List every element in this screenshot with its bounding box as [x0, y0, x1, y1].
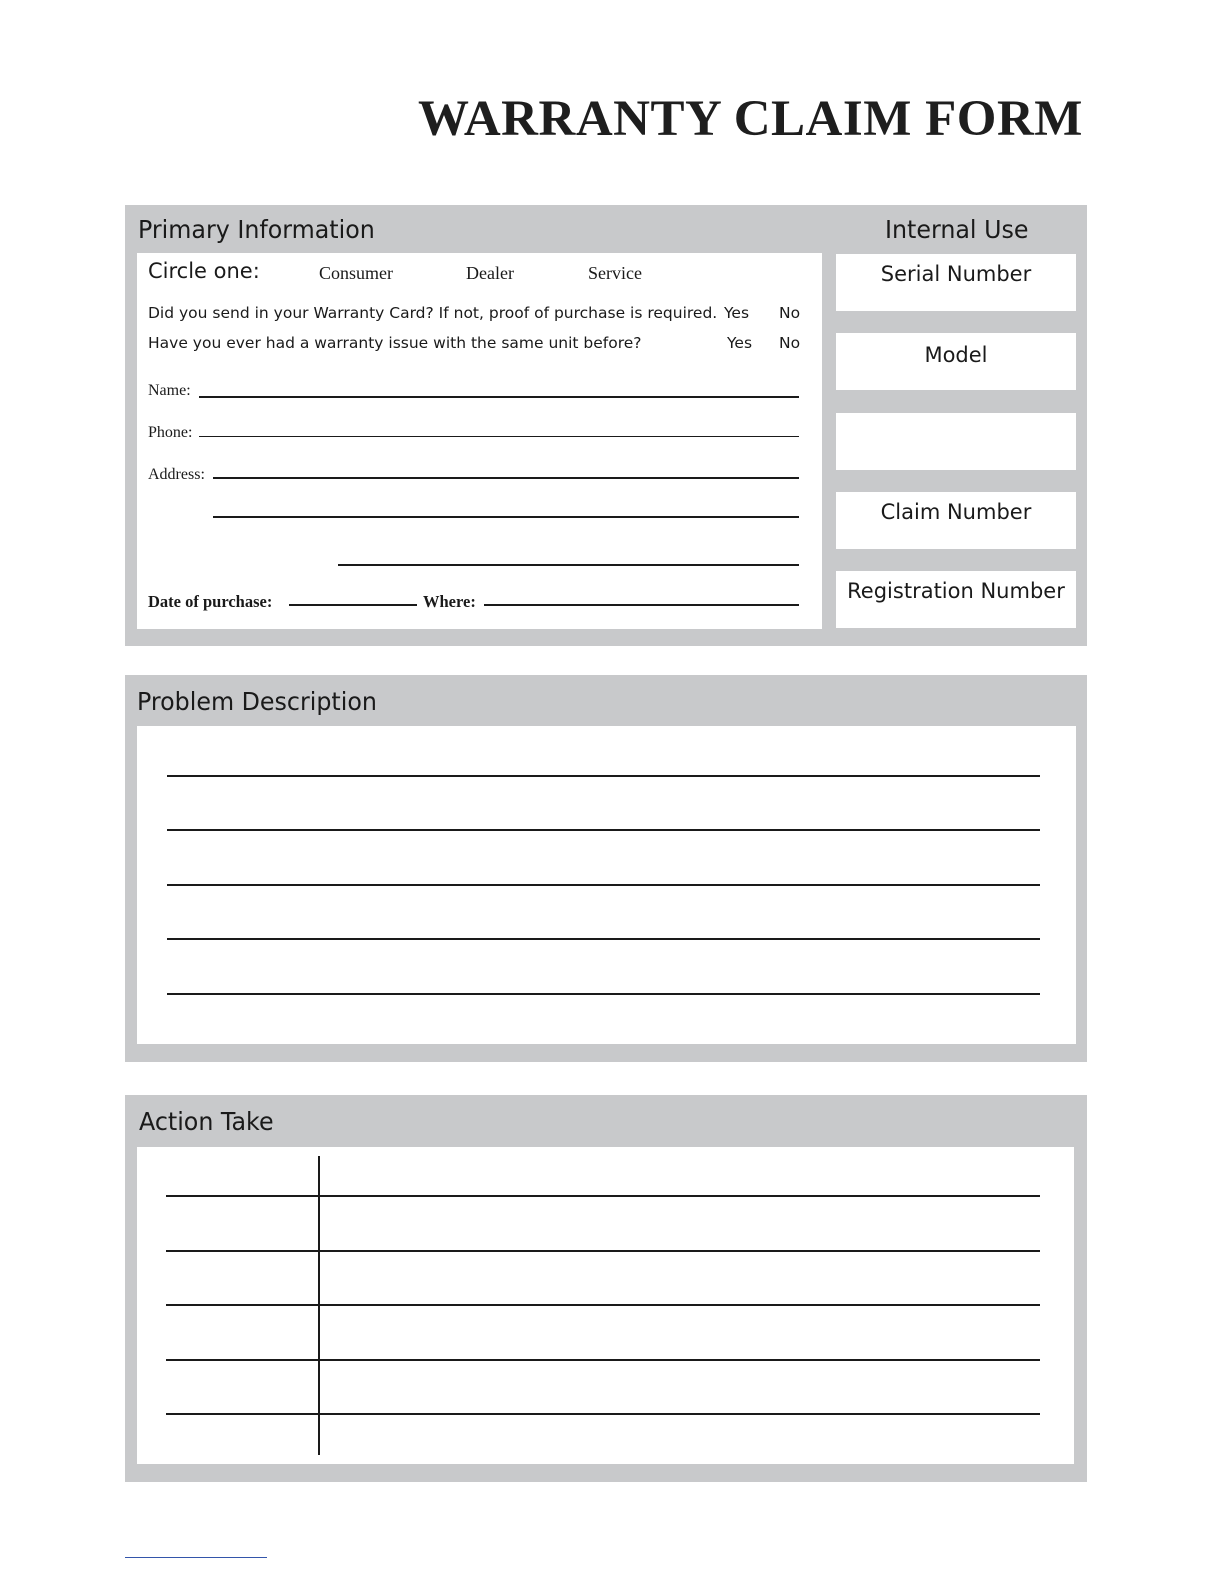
problem-line-1[interactable]	[167, 775, 1040, 777]
model-box[interactable]	[836, 333, 1076, 390]
primary-information-box	[137, 253, 822, 629]
address-field-line-2[interactable]	[213, 516, 799, 518]
action-row-line-1[interactable]	[166, 1195, 1040, 1197]
circle-one-label: Circle one:	[148, 259, 260, 283]
model-label: Model	[924, 343, 988, 367]
problem-description-box[interactable]	[137, 726, 1076, 1044]
claim-number-label: Claim Number	[880, 500, 1032, 524]
blank-internal-box[interactable]	[836, 413, 1076, 470]
name-label: Name:	[148, 382, 191, 399]
claim-number-box[interactable]	[836, 492, 1076, 549]
where-label: Where:	[423, 592, 476, 611]
address-field-line-1[interactable]	[213, 477, 799, 479]
problem-line-2[interactable]	[167, 829, 1040, 831]
option-dealer[interactable]: Dealer	[466, 263, 514, 283]
action-row-line-5[interactable]	[166, 1413, 1040, 1415]
date-of-purchase-label: Date of purchase:	[148, 592, 273, 611]
name-field-line[interactable]	[199, 396, 799, 398]
option-consumer[interactable]: Consumer	[319, 263, 393, 283]
address-field-line-3[interactable]	[338, 564, 799, 566]
footer-link-underline[interactable]	[125, 1557, 267, 1558]
internal-use-heading: Internal Use	[885, 215, 1029, 244]
phone-label: Phone:	[148, 424, 193, 441]
date-of-purchase-field-line[interactable]	[289, 604, 417, 606]
action-row-line-3[interactable]	[166, 1304, 1040, 1306]
action-take-heading: Action Take	[139, 1107, 274, 1136]
option-service[interactable]: Service	[588, 263, 642, 283]
phone-field-line[interactable]	[199, 436, 799, 437]
primary-information-heading: Primary Information	[138, 215, 375, 244]
problem-line-3[interactable]	[167, 884, 1040, 886]
previous-issue-question: Have you ever had a warranty issue with the same unit before?	[148, 334, 642, 352]
previous-issue-yes[interactable]: Yes	[727, 334, 753, 352]
registration-number-label: Registration Number	[847, 579, 1065, 603]
action-take-panel	[125, 1095, 1087, 1482]
serial-number-label: Serial Number	[880, 262, 1032, 286]
form-title: WARRANTY CLAIM FORM	[418, 91, 1083, 147]
warranty-card-no[interactable]: No	[779, 304, 801, 322]
where-field-line[interactable]	[484, 604, 799, 606]
warranty-card-question: Did you send in your Warranty Card? If not, proof of purchase is required.	[148, 304, 718, 322]
action-row-line-2[interactable]	[166, 1250, 1040, 1252]
problem-line-5[interactable]	[167, 993, 1040, 995]
problem-line-4[interactable]	[167, 938, 1040, 940]
action-row-line-4[interactable]	[166, 1359, 1040, 1361]
action-take-box[interactable]	[137, 1147, 1074, 1464]
serial-number-box[interactable]	[836, 254, 1076, 311]
problem-description-panel	[125, 675, 1087, 1062]
previous-issue-no[interactable]: No	[779, 334, 801, 352]
problem-description-heading: Problem Description	[137, 687, 377, 716]
warranty-card-yes[interactable]: Yes	[724, 304, 750, 322]
address-label: Address:	[148, 466, 205, 483]
registration-number-box[interactable]	[836, 571, 1076, 628]
